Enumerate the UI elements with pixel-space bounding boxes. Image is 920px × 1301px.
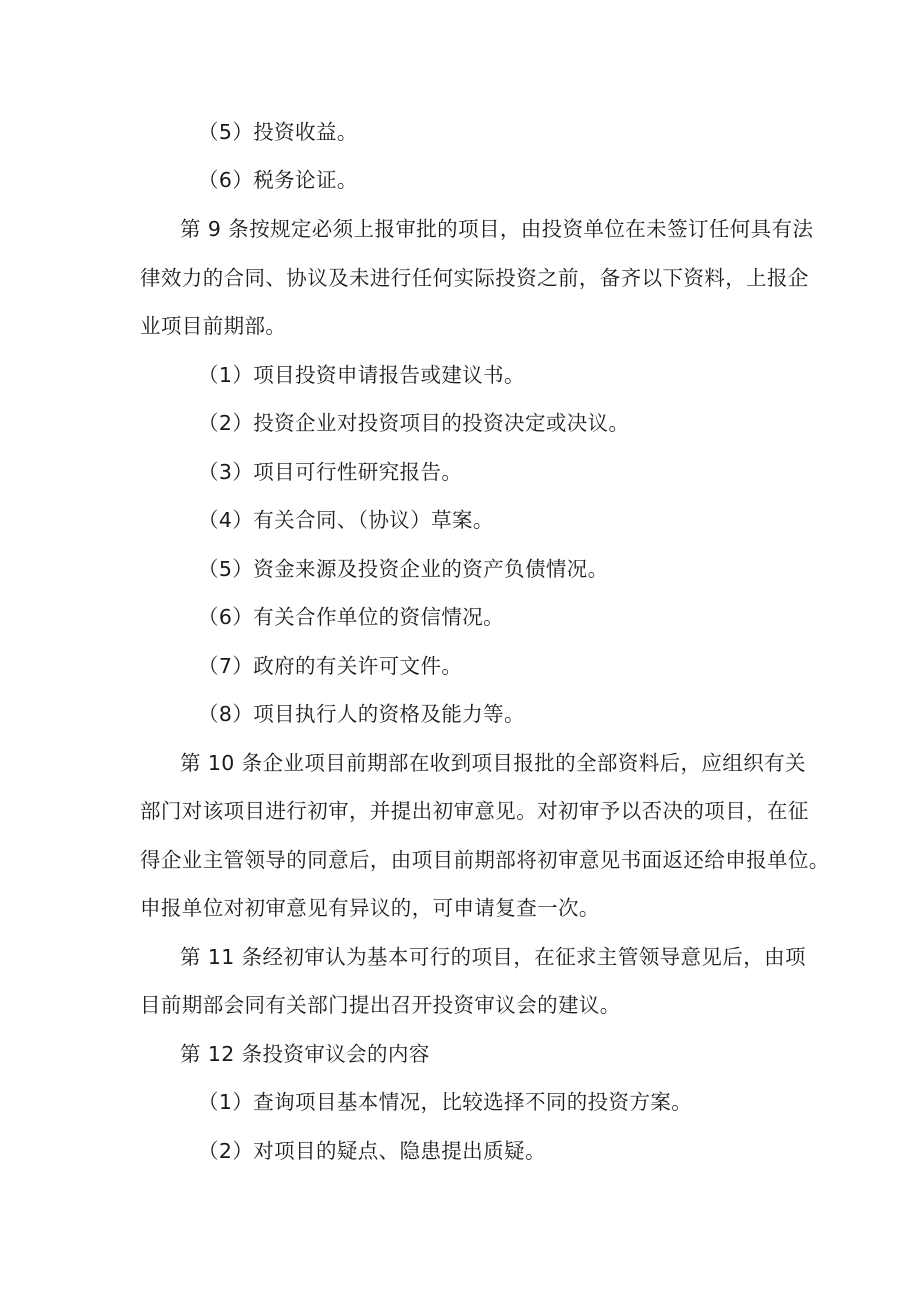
list-item: （5）投资收益。	[198, 120, 358, 144]
paragraph-line: 第 10 条企业项目前期部在收到项目报批的全部资料后，应组织有关	[180, 751, 806, 775]
list-item: （4）有关合同、（协议）草案。	[198, 508, 494, 532]
section-heading: 第 12 条投资审议会的内容	[180, 1042, 430, 1066]
list-item: （6）税务论证。	[198, 168, 358, 192]
paragraph-line: 申报单位对初审意见有异议的，可申请复查一次。	[140, 896, 600, 920]
list-item: （7）政府的有关许可文件。	[198, 654, 463, 678]
paragraph-line: 律效力的合同、协议及未进行任何实际投资之前，备齐以下资料，上报企	[140, 266, 809, 290]
list-item: （2）对项目的疑点、隐患提出质疑。	[198, 1139, 546, 1163]
list-item: （1）项目投资申请报告或建议书。	[198, 363, 525, 387]
list-item: （5）资金来源及投资企业的资产负债情况。	[198, 557, 609, 581]
paragraph-line: 得企业主管领导的同意后，由项目前期部将初审意见书面返还给申报单位。	[140, 848, 830, 872]
paragraph-line: 业项目前期部。	[140, 314, 287, 338]
list-item: （8）项目执行人的资格及能力等。	[198, 702, 525, 726]
paragraph-line: 部门对该项目进行初审，并提出初审意见。对初审予以否决的项目，在征	[140, 799, 809, 823]
list-item: （3）项目可行性研究报告。	[198, 460, 463, 484]
list-item: （6）有关合作单位的资信情况。	[198, 605, 505, 629]
paragraph-line: 目前期部会同有关部门提出召开投资审议会的建议。	[140, 993, 621, 1017]
list-item: （2）投资企业对投资项目的投资决定或决议。	[198, 411, 630, 435]
paragraph-line: 第 9 条按规定必须上报审批的项目，由投资单位在未签订任何具有法	[180, 217, 814, 241]
paragraph-line: 第 11 条经初审认为基本可行的项目，在征求主管领导意见后，由项	[180, 945, 806, 969]
list-item: （1）查询项目基本情况，比较选择不同的投资方案。	[198, 1090, 693, 1114]
